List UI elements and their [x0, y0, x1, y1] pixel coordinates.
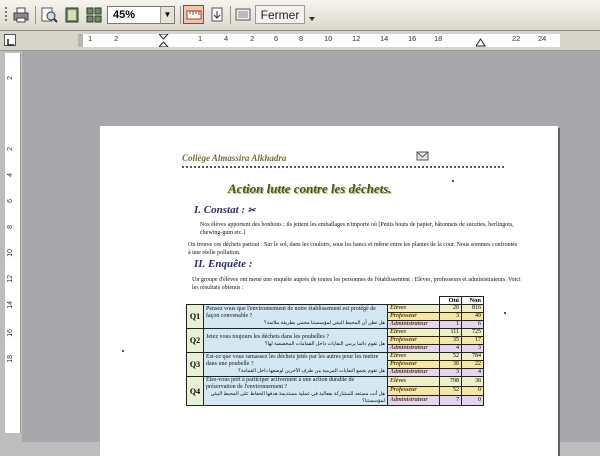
multiple-pages-button[interactable] [84, 5, 104, 24]
oui-value: 111 [440, 329, 462, 337]
respondent-role: Professeur [388, 361, 440, 369]
toolbar-options-button[interactable] [307, 10, 317, 26]
section-heading-enquete: II. Enquête : [194, 258, 253, 270]
question-french: Etes-vous prêt à participer activement à une action durable de préservation de l'environnement ? [206, 377, 355, 390]
non-value: 0 [462, 396, 484, 406]
non-value: 6 [462, 321, 484, 329]
print-button[interactable] [11, 5, 31, 24]
ruler-label: 4 [224, 34, 229, 43]
print-preview-area[interactable] [22, 51, 600, 442]
ruler-label: 1 [88, 34, 93, 43]
magnifier-button[interactable] [39, 5, 59, 24]
right-indent-marker[interactable] [476, 37, 486, 47]
oui-value: 30 [440, 361, 462, 369]
respondent-role: Administrateur [388, 321, 440, 329]
table-row [187, 377, 484, 387]
ruler-label: 2 [250, 34, 255, 43]
non-value: 17 [462, 337, 484, 345]
ruler-label: 2 [7, 147, 14, 151]
non-value: 725 [462, 329, 484, 337]
table-header-row [187, 297, 484, 305]
full-screen-button[interactable] [233, 5, 252, 24]
tab-selector-icon[interactable] [4, 34, 16, 46]
non-value: 38 [462, 377, 484, 387]
horizontal-ruler[interactable] [78, 34, 560, 47]
oui-value: 798 [440, 377, 462, 387]
one-page-icon [64, 7, 80, 23]
multiple-pages-icon [86, 7, 102, 23]
oui-value: 7 [440, 396, 462, 406]
column-header-oui: Oui [440, 297, 462, 305]
school-name: Collège Almassira Alkhadra [182, 153, 287, 163]
respondent-role: Elèves [388, 377, 440, 387]
close-button-label: Fermer [260, 7, 300, 22]
oui-value: 52 [440, 386, 462, 396]
ruler-label: 22 [512, 34, 521, 43]
shrink-to-fit-icon [209, 7, 225, 23]
question-number: Q1 [187, 305, 204, 329]
ruler-label: 2 [114, 34, 119, 43]
ruler-label: 6 [7, 199, 14, 203]
non-value: 49 [462, 313, 484, 321]
ruler-label: 14 [7, 301, 14, 309]
ruler-label: 4 [7, 173, 14, 177]
one-page-button[interactable] [62, 5, 82, 24]
paragraph-1: Nos élèves apportent des bonbons ; ils jettent les emballages n'importe où [Petits bouts de papier, bâtonnets de sucettes, berlingots, chewing-gum etc.] [200, 222, 514, 236]
respondent-role: Elèves [388, 329, 440, 337]
respondent-role: Professeur [388, 386, 440, 396]
question-text [204, 377, 388, 406]
non-value: 22 [462, 361, 484, 369]
ruler-label: 1 [198, 34, 203, 43]
question-french: Jetez vous toujours les déchets dans les poubelles ? [206, 333, 329, 340]
ruler-label: 10 [324, 34, 333, 43]
chevron-down-icon [308, 12, 316, 24]
ruler-label: 14 [380, 34, 389, 43]
horizontal-ruler-bar [0, 31, 600, 51]
question-arabic: هل تقوم بجمع النفايات المرمية من طرف الآخرين لوضعها داخل القمامة؟ [238, 369, 385, 374]
question-text [204, 353, 388, 377]
zoom-select[interactable] [107, 6, 175, 24]
question-number: Q4 [187, 377, 204, 406]
ruler-label: 16 [408, 34, 417, 43]
ruler-label: 10 [7, 249, 14, 257]
ruler-label: 12 [352, 34, 361, 43]
respondent-role: Professeur [388, 313, 440, 321]
oui-value: 35 [440, 337, 462, 345]
question-french: Est-ce que vous ramassez les déchets jetés par les autres pour les mettre dans une poubelle ? [206, 354, 379, 367]
question-french: Pensez vous que l'environnement de notre établissement est protégé de façon convenable ? [206, 306, 376, 319]
document-page[interactable] [100, 126, 558, 456]
ruler-label: 18 [7, 355, 14, 363]
printer-icon [12, 7, 30, 23]
ruler-label: 2 [7, 76, 14, 80]
section-heading-text: I. Constat : [194, 204, 246, 216]
column-header-non: Non [462, 297, 484, 305]
question-arabic: هل تظن أن المحيط البيئي لمؤسستنا محمي بطريقة ملائمة؟ [264, 321, 385, 326]
table-row [187, 353, 484, 361]
close-button[interactable] [255, 5, 305, 24]
oui-value: 20 [440, 305, 462, 313]
ruler-label: 8 [7, 225, 14, 229]
question-number: Q3 [187, 353, 204, 377]
ruler-label: 16 [7, 329, 14, 337]
ruler-label: 6 [274, 34, 279, 43]
scissors-icon: ✂ [247, 205, 256, 215]
question-text [204, 329, 388, 353]
toolbar-grip[interactable] [3, 5, 9, 24]
question-number: Q2 [187, 329, 204, 353]
respondent-role: Elèves [388, 305, 440, 313]
respondent-role: Administrateur [388, 396, 440, 406]
oui-value: 4 [440, 345, 462, 353]
paragraph-2: On trouve ces déchets partout : Sur le sol, dans les couloirs, sous les bancs et même entre les plantes de la cour. Nous sommes confrontés à une réelle pollution. [188, 242, 518, 256]
stray-dot [122, 350, 124, 352]
respondent-role: Elèves [388, 353, 440, 361]
ruler-label: 18 [434, 34, 443, 43]
vertical-ruler[interactable] [5, 53, 21, 433]
respondent-role: Administrateur [388, 345, 440, 353]
question-arabic: هل تقوم دائما برمي النفايات داخل القمامات المخصصة لها؟ [264, 341, 385, 347]
paragraph-3: Un groupe d'élèves ont mené une enquête auprès de toutes les personnes de l'établissement : Elèves, professeurs et administrateurs. Voici les résultats obtenus : [192, 277, 521, 291]
non-value: 784 [462, 353, 484, 361]
question-arabic: هل أنت مستعد للمشاركة بفعالية في عملية مستديمة هدفها الحفاظ على المحيط البيئي لمؤسستنا؟ [210, 392, 385, 404]
print-preview-toolbar [0, 0, 600, 31]
oui-value: 3 [440, 369, 462, 377]
stray-dot [504, 312, 506, 314]
magnifier-icon [40, 7, 58, 23]
table-row [187, 329, 484, 337]
oui-value: 3 [440, 313, 462, 321]
ruler-label: 8 [299, 34, 304, 43]
question-text [204, 305, 388, 329]
header-divider [182, 166, 504, 168]
zoom-value: 45% [113, 9, 136, 21]
shrink-to-fit-button[interactable] [207, 5, 227, 24]
non-value: 3 [462, 345, 484, 353]
full-screen-icon [235, 8, 251, 22]
non-value: 0 [462, 386, 484, 396]
oui-value: 1 [440, 321, 462, 329]
non-value: 816 [462, 305, 484, 313]
section-heading-constat [194, 204, 255, 216]
ruler-label: 24 [538, 34, 547, 43]
ruler-label: 12 [7, 275, 14, 283]
respondent-role: Administrateur [388, 369, 440, 377]
view-ruler-button[interactable] [183, 5, 204, 24]
stray-dot [452, 180, 454, 182]
non-value: 4 [462, 369, 484, 377]
table-row [187, 305, 484, 313]
document-title: Action lutte contre les déchets. [228, 181, 392, 196]
oui-value: 52 [440, 353, 462, 361]
envelope-icon [416, 150, 430, 162]
chevron-down-icon[interactable]: ▼ [160, 7, 174, 23]
ruler-icon [186, 8, 202, 22]
survey-table [186, 296, 484, 406]
respondent-role: Professeur [388, 337, 440, 345]
first-line-indent-marker[interactable] [159, 34, 169, 47]
